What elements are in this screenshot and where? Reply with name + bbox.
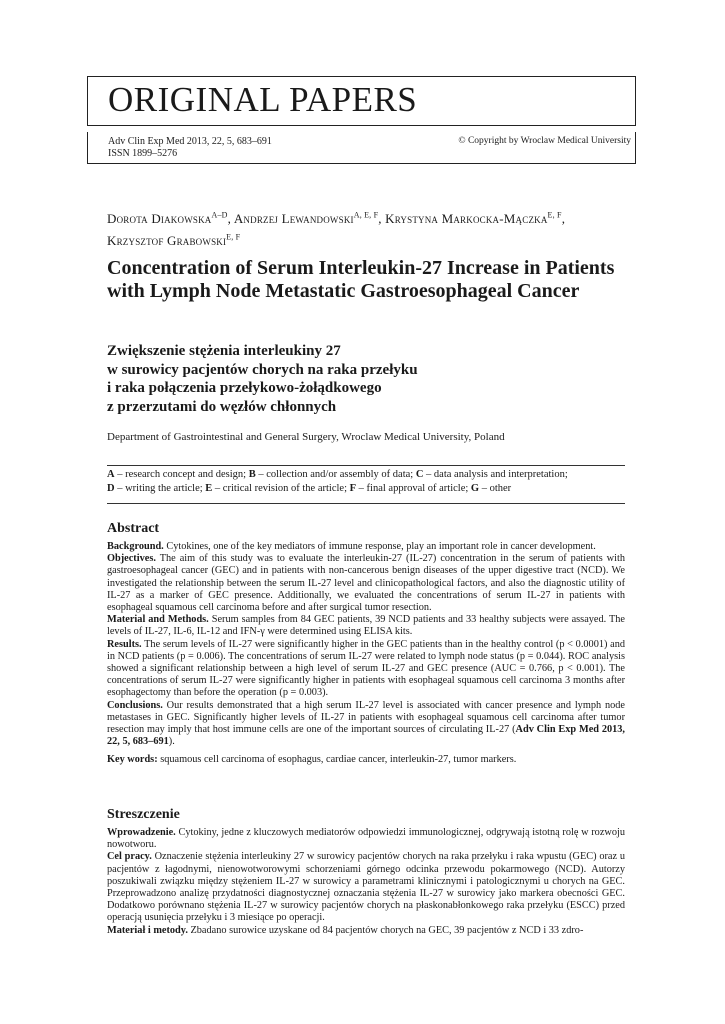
section-title: ORIGINAL PAPERS	[108, 80, 418, 119]
streszczenie-section	[107, 806, 625, 937]
abstract-conclusions: Conclusions. Our results demonstrated that a high serum IL-27 level is associated with cancer presence and lymph node metastases in GEC. Significantly higher levels of IL-27 in patients with esophageal squamous cell carcinoma after tumor resection may imply that host immune cells are one of the important sources of circulating IL-27 (Adv Clin Exp Med 2013, 22, 5, 683–691).	[107, 699, 626, 748]
title-pl-line: z przerzutami do węzłów chłonnych	[107, 398, 337, 415]
streszczenie-heading: Streszczenie	[107, 807, 180, 822]
streszczenie-material: Materiał i metody. Zbadano surowice uzyskane od 84 pacjentów chorych na GEC, 39 pacjentów z NCD i 33 zdro-	[107, 924, 584, 936]
author: Andrzej Lewandowski$^{A, E, F}$,	[233, 211, 386, 227]
article-title-en: Concentration of Serum Interleukin-27 Increase in Patients with Lymph Node Metastatic Gastroesophageal Cancer	[107, 257, 615, 302]
journal-citation: Adv Clin Exp Med 2013, 22, 5, 683–691	[108, 136, 272, 147]
abstract-heading: Abstract	[107, 521, 160, 536]
section-banner	[87, 76, 636, 126]
issn: ISSN 1899–5276	[108, 148, 178, 159]
streszczenie-wprowadzenie: Wprowadzenie. Cytokiny, jedne z kluczowych mediatorów odpowiedzi immunologicznej, odgrywają istotną rolę w rozwoju nowotworu.	[107, 827, 625, 851]
abstract-section	[107, 520, 625, 767]
streszczenie-cel: Cel pracy. Oznaczenie stężenia interleukiny 27 w surowicy pacjentów chorych na raka przełyku i raka wpustu (GEC) oraz u pacjentów z łagodnymi, nienowotworowymi schorzeniami górnego odcinka przewodu pokarmowego (NCD). Autorzy poszukiwali związku między stężeniem IL-27 w surowicy a parametrami klinicznymi i patologicznymi u chorych na GEC. Przeprowadzono analizę przydatności diagnostycznej oznaczania stężenia IL-27 w surowicy jako markera obecności GEC. Dodatkowo porównano stężenia IL-27 w surowicy pacjentów chorych na płaskonabłonkowego raka przełyku (ESCC) przed operacją usunięcia przełyku i 3 miesiące po operacji.	[107, 851, 625, 924]
copyright: © Copyright by Wroclaw Medical University	[458, 136, 631, 146]
author: Krzysztof Grabowski$^{E, F}$	[107, 232, 241, 248]
author-list	[107, 207, 647, 250]
contributions-line: A – research concept and design; B – collection and/or assembly of data; C – data analysis and interpretation;	[107, 469, 568, 480]
abstract-methods: Material and Methods. Serum samples from 84 GEC patients, 39 NCD patients and 33 healthy subjects were assayed. The levels of IL-27, IL-6, IL-12 and IFN-γ were determined using ELISA kits.	[107, 614, 625, 638]
keywords: Key words: squamous cell carcinoma of esophagus, cardiae cancer, interleukin-27, tumor markers.	[107, 754, 517, 766]
contributions-box	[107, 465, 625, 504]
author: Krystyna Markocka-Mączka$^{E, F}$,	[385, 211, 566, 227]
journal-meta	[87, 132, 636, 164]
article-title-pl	[107, 342, 627, 416]
author: Dorota Diakowska$^{A-D}$,	[107, 211, 234, 227]
contributions-line: D – writing the article; E – critical revision of the article; F – final approval of article; G – other	[107, 483, 512, 494]
title-pl-line: i raka połączenia przełykowo-żołądkowego	[107, 380, 382, 396]
abstract-objectives: Objectives. The aim of this study was to evaluate the interleukin-27 (IL-27) concentration in the serum of patients with gastroesophageal cancer (GEC) and in patients with non-cancerous benign diseases of the upper digestive tract (NCD). We investigated the relationship between the serum IL-27 level and clinicopathological factors, and also the diagnostic utility of IL-27 as a marker of GEC presence. Additionally, we evaluated the concentrations of serum IL-27 in patients with esophageal squamous cell carcinoma before and after surgical tumor resection.	[107, 553, 625, 614]
title-pl-line: w surowicy pacjentów chorych na raka przełyku	[107, 361, 418, 378]
affiliation: Department of Gastrointestinal and General Surgery, Wroclaw Medical University, Poland	[107, 431, 505, 443]
title-pl-line: Zwiększenie stężenia interleukiny 27	[107, 343, 341, 359]
citation-block	[108, 136, 272, 160]
abstract-results: Results. The serum levels of IL-27 were significantly higher in the GEC patients than in the healthy control (p < 0.0001) and in NCD patients (p = 0.006). The concentrations of serum IL-27 were related to lymph node status (p = 0.044). ROC analysis showed a significant relationship between a high level of serum IL-27 and GEC presence (AUC = 0.766, p < 0.001). The concentrations of serum IL-27 were significantly higher in patients with esophageal squamous cell carcinoma 3 months after esophagectomy than before the operation (p = 0.003).	[107, 638, 625, 699]
abstract-background: Background. Cytokines, one of the key mediators of immune response, play an important role in cancer development.	[107, 541, 596, 552]
